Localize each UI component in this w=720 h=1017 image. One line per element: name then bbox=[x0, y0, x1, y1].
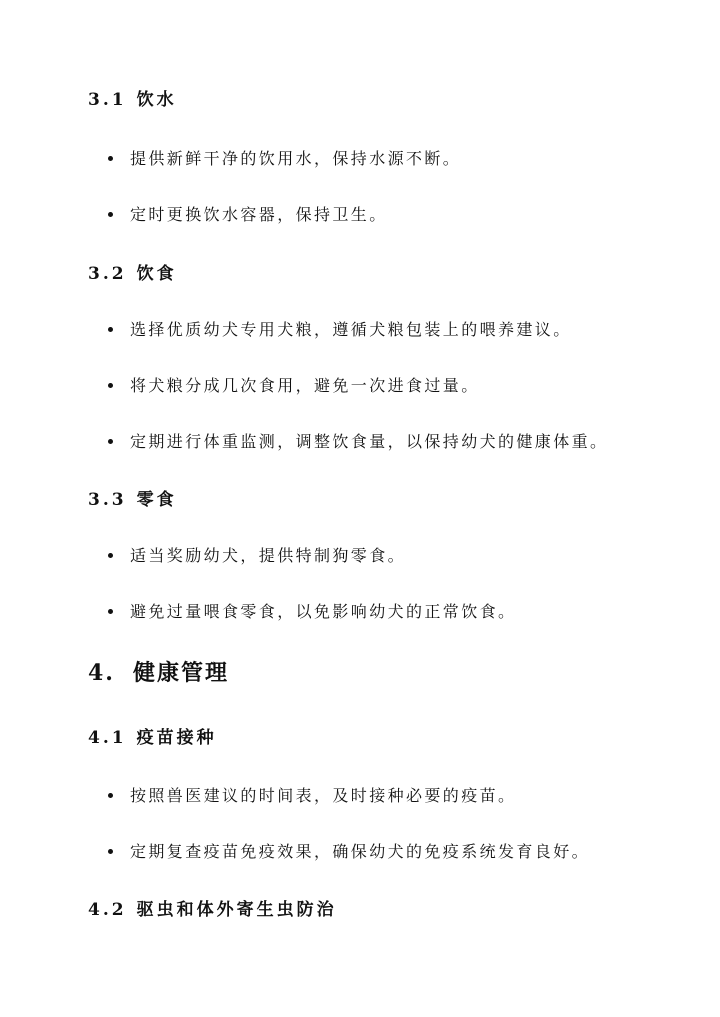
heading-number: 3.3 bbox=[88, 490, 127, 510]
heading-number: 4. bbox=[88, 660, 115, 686]
list-item-text: 选择优质幼犬专用犬粮，遵循犬粮包装上的喂养建议。 bbox=[130, 320, 572, 339]
list-item-text: 定期复查疫苗免疫效果，确保幼犬的免疫系统发育良好。 bbox=[130, 842, 591, 861]
bullet-icon bbox=[108, 849, 113, 854]
list-item bbox=[108, 785, 516, 807]
list-item-text: 定时更换饮水容器，保持卫生。 bbox=[130, 205, 388, 224]
heading-number: 3.2 bbox=[88, 264, 127, 284]
list-item bbox=[108, 431, 608, 453]
list-item bbox=[108, 148, 461, 170]
list-item bbox=[108, 841, 590, 863]
heading-3-1 bbox=[88, 89, 177, 111]
heading-4-1 bbox=[88, 727, 217, 749]
list-item bbox=[108, 375, 480, 397]
heading-title: 饮食 bbox=[136, 264, 177, 284]
list-item-text: 避免过量喂食零食，以免影响幼犬的正常饮食。 bbox=[130, 602, 517, 621]
heading-4 bbox=[88, 659, 229, 687]
heading-title: 健康管理 bbox=[132, 660, 229, 686]
bullet-icon bbox=[108, 327, 113, 332]
bullet-icon bbox=[108, 553, 113, 558]
list-item-text: 适当奖励幼犬，提供特制狗零食。 bbox=[130, 546, 407, 565]
list-item bbox=[108, 601, 516, 623]
heading-title: 疫苗接种 bbox=[136, 728, 217, 748]
list-item-text: 按照兽医建议的时间表，及时接种必要的疫苗。 bbox=[130, 786, 517, 805]
bullet-icon bbox=[108, 609, 113, 614]
list-item bbox=[108, 545, 406, 567]
bullet-icon bbox=[108, 156, 113, 161]
list-item-text: 定期进行体重监测，调整饮食量，以保持幼犬的健康体重。 bbox=[130, 432, 609, 451]
list-item-text: 将犬粮分成几次食用，避免一次进食过量。 bbox=[130, 376, 480, 395]
heading-3-2 bbox=[88, 263, 177, 285]
heading-title: 饮水 bbox=[136, 90, 177, 110]
bullet-icon bbox=[108, 793, 113, 798]
heading-number: 4.2 bbox=[88, 900, 127, 920]
list-item bbox=[108, 204, 388, 226]
heading-3-3 bbox=[88, 489, 177, 511]
bullet-icon bbox=[108, 439, 113, 444]
heading-title: 驱虫和体外寄生虫防治 bbox=[136, 900, 337, 920]
bullet-icon bbox=[108, 383, 113, 388]
heading-4-2 bbox=[88, 899, 337, 921]
list-item bbox=[108, 319, 572, 341]
heading-number: 4.1 bbox=[88, 728, 127, 748]
heading-title: 零食 bbox=[136, 490, 177, 510]
list-item-text: 提供新鲜干净的饮用水，保持水源不断。 bbox=[130, 149, 462, 168]
bullet-icon bbox=[108, 212, 113, 217]
heading-number: 3.1 bbox=[88, 90, 127, 110]
